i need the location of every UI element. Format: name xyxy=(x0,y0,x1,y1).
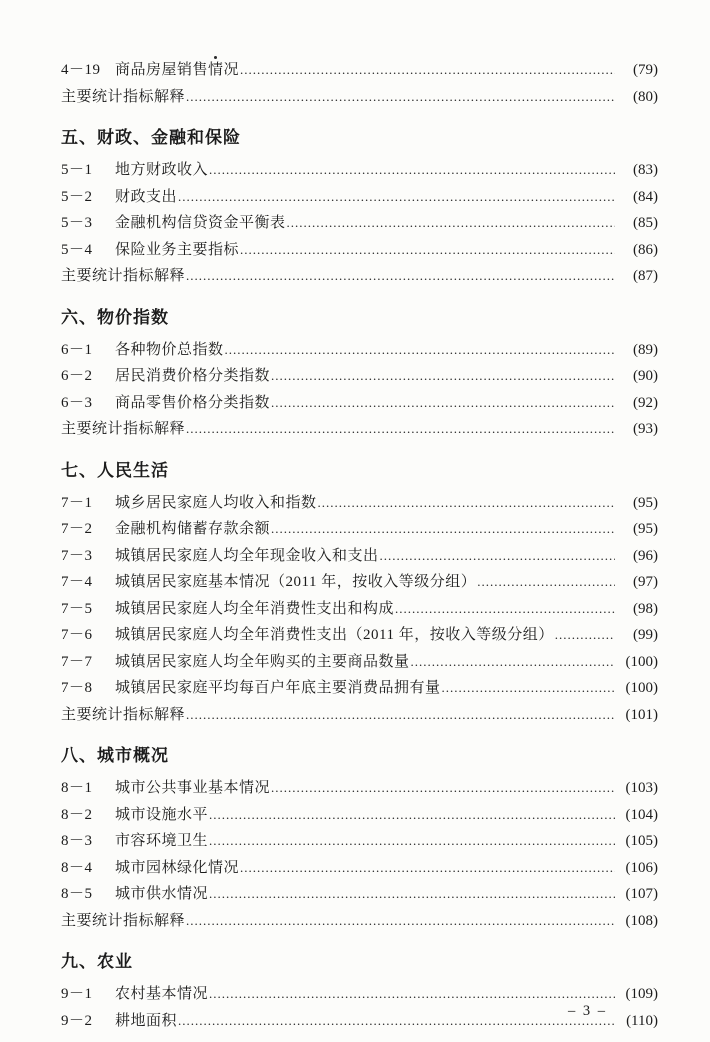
entry-page-number: (95) xyxy=(633,521,658,537)
entry-number: 6－3 xyxy=(61,394,93,411)
dot-leader xyxy=(209,807,615,823)
entry-number: 7－3 xyxy=(61,547,93,564)
entry-number: 5－4 xyxy=(61,241,93,258)
dot-leader xyxy=(477,574,615,590)
dot-leader xyxy=(186,268,615,284)
entry-page-number: (105) xyxy=(625,833,658,849)
toc-entry xyxy=(61,211,658,238)
toc-entry xyxy=(61,570,658,597)
entry-title: 主要统计指标解释 xyxy=(61,706,186,723)
entry-title: 城镇居民家庭人均全年消费性支出和构成 xyxy=(115,600,395,617)
toc-entry xyxy=(61,364,658,391)
toc-entry xyxy=(61,597,658,624)
toc-entry xyxy=(61,803,658,830)
page-footer xyxy=(568,1003,607,1020)
entry-title: 商品房屋销售情况 xyxy=(115,62,240,78)
entry-page-number: (85) xyxy=(633,215,658,231)
entry-page-number: (84) xyxy=(633,188,658,205)
entry-title: 城市公共事业基本情况 xyxy=(115,780,271,796)
toc-entry xyxy=(61,158,658,185)
entry-page-number: (107) xyxy=(625,886,658,902)
entry-number: 7－1 xyxy=(61,494,93,511)
entry-number: 9－1 xyxy=(61,986,93,1002)
entry-number: 7－7 xyxy=(61,653,93,670)
toc-entry xyxy=(61,85,658,112)
dot-leader xyxy=(395,601,615,617)
toc-entry xyxy=(61,264,658,291)
entry-title: 财政支出 xyxy=(115,188,178,205)
dot-leader xyxy=(318,495,615,511)
entry-title: 金融机构信贷资金平衡表 xyxy=(115,215,286,231)
entry-number: 9－2 xyxy=(61,1012,93,1029)
dot-leader xyxy=(380,548,615,564)
entry-title: 城镇居民家庭人均全年购买的主要商品数量 xyxy=(115,653,410,670)
entry-title: 商品零售价格分类指数 xyxy=(115,394,271,411)
entry-title: 主要统计指标解释 xyxy=(61,421,186,437)
toc-entry xyxy=(61,58,658,85)
dot-leader xyxy=(271,395,615,411)
entry-title: 城市供水情况 xyxy=(115,886,209,902)
entry-number: 7－2 xyxy=(61,521,93,537)
toc-entry xyxy=(61,882,658,909)
section-header: 七、人民生活 xyxy=(61,460,169,480)
toc-entry xyxy=(61,338,658,365)
entry-page-number: (99) xyxy=(633,627,658,643)
dot-leader xyxy=(178,1013,615,1029)
section-header: 八、城市概况 xyxy=(61,746,169,765)
dot-leader xyxy=(271,521,615,537)
dot-leader xyxy=(240,62,615,78)
entry-number: 8－2 xyxy=(61,806,93,823)
entry-page-number: (90) xyxy=(633,368,658,384)
entry-title: 主要统计指标解释 xyxy=(61,912,186,929)
dot-leader xyxy=(209,986,615,1002)
entry-number: 7－8 xyxy=(61,680,93,696)
entry-number: 6－2 xyxy=(61,368,93,384)
entry-page-number: (100) xyxy=(625,680,658,696)
entry-page-number: (80) xyxy=(633,88,658,105)
dot-leader xyxy=(186,707,615,723)
dot-leader xyxy=(209,162,615,178)
dot-leader xyxy=(186,421,615,437)
section-header: 六、物价指数 xyxy=(61,307,169,327)
dot-leader xyxy=(555,627,615,643)
entry-page-number: (79) xyxy=(633,62,658,78)
dot-leader xyxy=(411,654,615,670)
entry-title: 城镇居民家庭人均全年消费性支出（2011 年，按收入等级分组） xyxy=(115,627,554,643)
entry-page-number: (86) xyxy=(633,241,658,258)
toc-entry xyxy=(61,544,658,571)
entry-title: 城镇居民家庭基本情况（2011 年，按收入等级分组） xyxy=(115,574,477,590)
entry-title: 主要统计指标解释 xyxy=(61,88,186,105)
entry-page-number: (89) xyxy=(633,341,658,358)
entry-number: 5－2 xyxy=(61,188,93,205)
entry-page-number: (110) xyxy=(626,1012,658,1029)
entry-title: 居民消费价格分类指数 xyxy=(115,368,271,384)
toc-entry xyxy=(61,517,658,544)
entry-page-number: (93) xyxy=(633,421,658,437)
toc-entry xyxy=(61,417,658,444)
toc-entry xyxy=(61,650,658,677)
footer-page-number: – 3 – xyxy=(568,1003,607,1019)
toc-entry xyxy=(61,776,658,803)
entry-number: 8－1 xyxy=(61,780,93,796)
dot-leader xyxy=(178,189,615,205)
entry-page-number: (106) xyxy=(625,859,658,876)
dot-leader xyxy=(240,860,615,876)
entry-title: 耕地面积 xyxy=(115,1012,178,1029)
entry-page-number: (97) xyxy=(633,574,658,590)
entry-number: 6－1 xyxy=(61,341,93,358)
entry-page-number: (109) xyxy=(625,986,658,1002)
toc-entry xyxy=(61,856,658,883)
entry-title: 城乡居民家庭人均收入和指数 xyxy=(115,494,317,511)
entry-page-number: (83) xyxy=(633,162,658,178)
entry-title: 城市园林绿化情况 xyxy=(115,859,240,876)
entry-title: 保险业务主要指标 xyxy=(115,241,240,258)
entry-page-number: (108) xyxy=(625,912,658,929)
entry-number: 4－19 xyxy=(61,62,101,78)
entry-page-number: (95) xyxy=(633,494,658,511)
entry-title: 主要统计指标解释 xyxy=(61,268,186,284)
entry-number: 7－6 xyxy=(61,627,93,643)
toc-entry xyxy=(61,491,658,518)
toc-entry xyxy=(61,676,658,703)
section-header: 五、财政、金融和保险 xyxy=(61,128,241,147)
entry-title: 城镇居民家庭人均全年现金收入和支出 xyxy=(115,547,379,564)
toc-entry xyxy=(61,391,658,418)
entry-page-number: (98) xyxy=(633,600,658,617)
toc-entry xyxy=(61,185,658,212)
table-of-contents xyxy=(61,58,658,1035)
entry-page-number: (96) xyxy=(633,547,658,564)
entry-page-number: (101) xyxy=(625,706,658,723)
entry-title: 金融机构储蓄存款余额 xyxy=(115,521,271,537)
entry-page-number: (103) xyxy=(625,780,658,796)
section-header: 九、农业 xyxy=(61,952,133,971)
dot-leader xyxy=(442,680,615,696)
entry-page-number: (100) xyxy=(625,653,658,670)
entry-page-number: (87) xyxy=(633,268,658,284)
toc-entry xyxy=(61,238,658,265)
dot-leader xyxy=(225,342,615,358)
entry-title: 城镇居民家庭平均每百户年底主要消费品拥有量 xyxy=(115,680,441,696)
entry-title: 各种物价总指数 xyxy=(115,341,224,358)
entry-title: 城市设施水平 xyxy=(115,806,209,823)
entry-title: 市容环境卫生 xyxy=(115,833,209,849)
dot-leader xyxy=(186,913,615,929)
toc-entry xyxy=(61,829,658,856)
dot-leader xyxy=(186,89,615,105)
entry-number: 5－3 xyxy=(61,215,93,231)
dot-leader xyxy=(287,215,615,231)
dot-leader xyxy=(271,368,615,384)
dot-leader xyxy=(209,886,615,902)
entry-number: 8－3 xyxy=(61,833,93,849)
toc-entry xyxy=(61,703,658,730)
entry-page-number: (92) xyxy=(633,394,658,411)
entry-number: 5－1 xyxy=(61,162,93,178)
toc-entry xyxy=(61,909,658,936)
toc-entry xyxy=(61,623,658,650)
entry-number: 8－4 xyxy=(61,859,93,876)
entry-title: 地方财政收入 xyxy=(115,162,209,178)
dot-leader xyxy=(240,242,615,258)
entry-number: 8－5 xyxy=(61,886,93,902)
entry-number: 7－5 xyxy=(61,600,93,617)
dot-leader xyxy=(209,833,615,849)
entry-number: 7－4 xyxy=(61,574,93,590)
entry-title: 农村基本情况 xyxy=(115,986,209,1002)
entry-page-number: (104) xyxy=(625,806,658,823)
dot-leader xyxy=(271,780,615,796)
